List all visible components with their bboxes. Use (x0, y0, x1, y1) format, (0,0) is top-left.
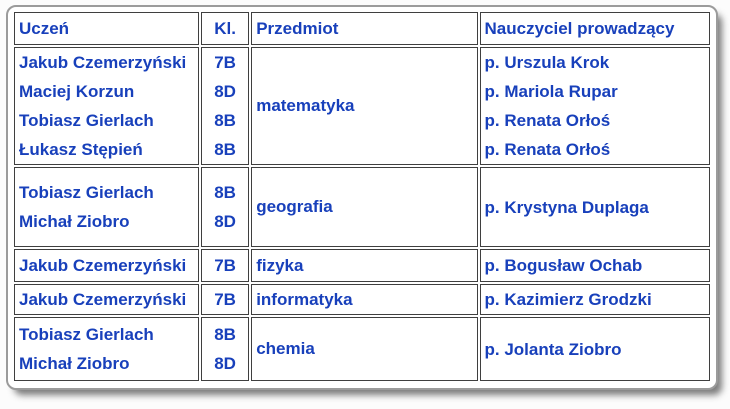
teachers-cell (480, 167, 710, 247)
teacher-name: p. Kazimierz Grodzki (484, 290, 652, 309)
table-row (14, 317, 710, 381)
col-header-class: Kl. (201, 12, 249, 45)
teacher-name: p. Jolanta Ziobro (484, 339, 622, 359)
class-label: 7B (214, 256, 236, 275)
teacher-name: p. Renata Orłoś (484, 111, 611, 130)
teacher-name: p. Urszula Krok (484, 53, 610, 72)
table-card (6, 5, 718, 390)
table-row (14, 167, 710, 247)
class-label: 8B (214, 111, 236, 130)
classes-cell (201, 284, 249, 315)
class-label: 8B (214, 325, 236, 344)
student-name: Jakub Czemerzyński (19, 256, 187, 275)
students-cell (14, 167, 199, 247)
students-cell (14, 317, 199, 381)
class-label: 8B (214, 140, 236, 159)
assignments-table (12, 10, 712, 383)
table-row (14, 249, 710, 282)
subject-cell: geografia (251, 167, 477, 247)
student-name: Tobiasz Gierlach (19, 325, 154, 344)
students-cell (14, 284, 199, 315)
table-row (14, 284, 710, 315)
teacher-name: p. Renata Orłoś (484, 140, 611, 159)
teacher-name: p. Krystyna Duplaga (484, 197, 649, 217)
class-label: 8D (214, 354, 236, 373)
col-header-subject: Przedmiot (251, 12, 477, 45)
teachers-cell (480, 249, 710, 282)
class-label: 7B (214, 53, 236, 72)
subject-cell: informatyka (251, 284, 477, 315)
student-name: Michał Ziobro (19, 354, 130, 373)
col-header-student: Uczeń (14, 12, 199, 45)
classes-cell (201, 317, 249, 381)
student-name: Maciej Korzun (19, 82, 135, 101)
student-name: Łukasz Stępień (19, 140, 143, 159)
class-label: 7B (214, 290, 236, 309)
classes-cell (201, 47, 249, 165)
teachers-cell (480, 47, 710, 165)
class-label: 8B (214, 183, 236, 202)
classes-cell (201, 249, 249, 282)
col-header-teacher: Nauczyciel prowadzący (480, 12, 710, 45)
student-name: Jakub Czemerzyński (19, 53, 187, 72)
students-cell (14, 47, 199, 165)
subject-cell: chemia (251, 317, 477, 381)
student-name: Tobiasz Gierlach (19, 183, 154, 202)
teachers-cell (480, 284, 710, 315)
student-name: Tobiasz Gierlach (19, 111, 154, 130)
teacher-name: p. Mariola Rupar (484, 82, 618, 101)
students-cell (14, 249, 199, 282)
table-row (14, 47, 710, 165)
classes-cell (201, 167, 249, 247)
student-name: Jakub Czemerzyński (19, 290, 187, 309)
header-row (14, 12, 710, 45)
student-name: Michał Ziobro (19, 212, 130, 231)
subject-cell: fizyka (251, 249, 477, 282)
class-label: 8D (214, 82, 236, 101)
subject-cell: matematyka (251, 47, 477, 165)
teachers-cell (480, 317, 710, 381)
class-label: 8D (214, 212, 236, 231)
teacher-name: p. Bogusław Ochab (484, 256, 643, 275)
